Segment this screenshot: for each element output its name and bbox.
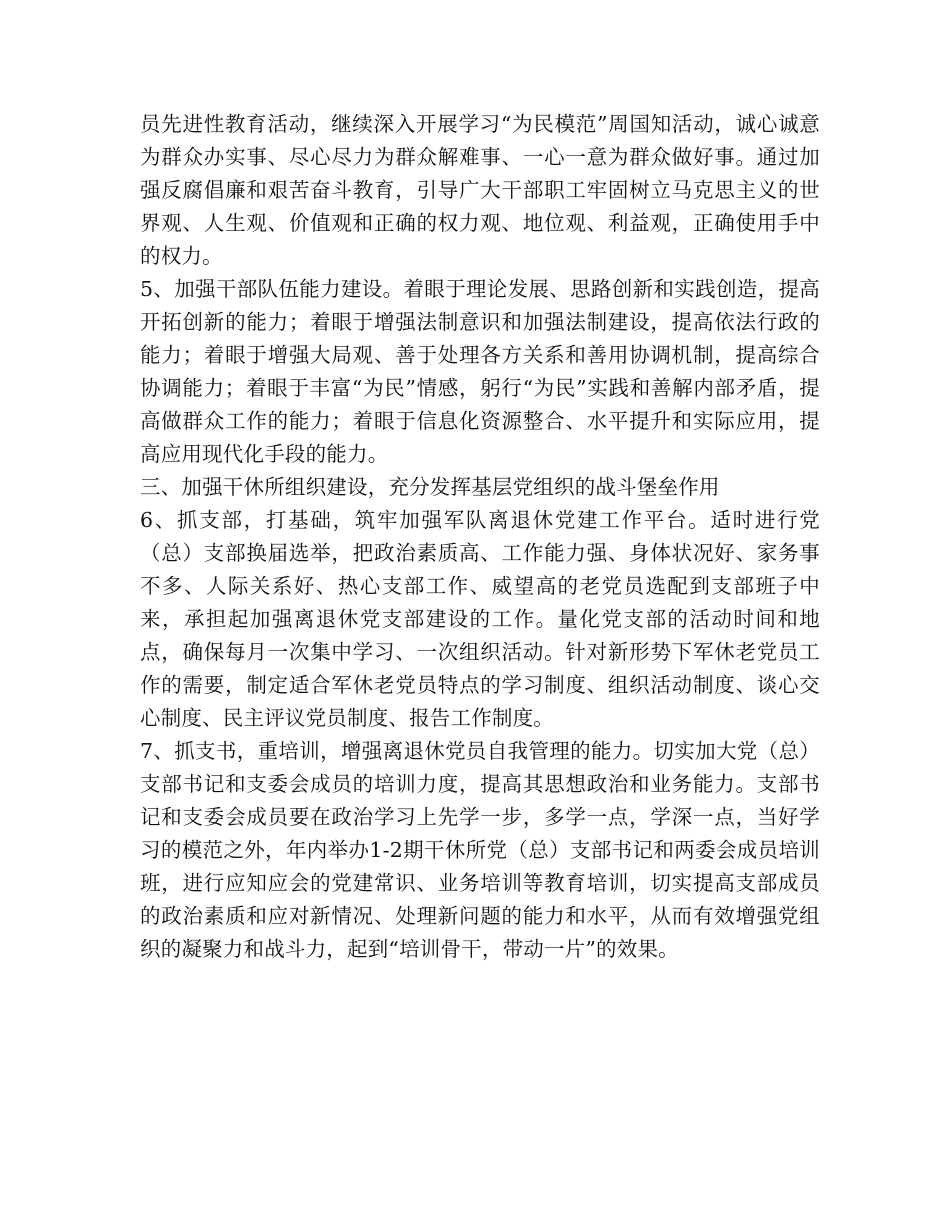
paragraph-item-5: 5、加强干部队伍能力建设。着眼于理论发展、思路创新和实践创造，提高开拓创新的能力；着眼于增强法制意识和加强法制建设，提高依法行政的能力；着眼于增强大局观、善于处理各方关系和善用协调机制，提高综合协调能力；着眼于丰富“为民”情感，躬行“为民”实践和善解内部矛盾，提高做群众工作的能力；着眼于信息化资源整合、水平提升和实际应用，提高应用现代化手段的能力。	[140, 277, 820, 466]
paragraph-item-6: 6、抓支部，打基础，筑牢加强军队离退休党建工作平台。适时进行党（总）支部换届选举，把政治素质高、工作能力强、身体状况好、家务事不多、人际关系好、热心支部工作、威望高的老党员选配到支部班子中来，承担起加强离退休党支部建设的工作。量化党支部的活动时间和地点，确保每月一次集中学习、一次组织活动。针对新形势下军休老党员工作的需要，制定适合军休老党员特点的学习制度、组织活动制度、谈心交心制度、民主评议党员制度、报告工作制度。	[140, 508, 820, 730]
paragraph-education-activity: 员先进性教育活动，继续深入开展学习“为民模范”周国知活动，诚心诚意为群众办实事、尽心尽力为群众解难事、一心一意为群众做好事。通过加强反腐倡廉和艰苦奋斗教育，引导广大干部职工牢固树立马克思主义的世界观、人生观、价值观和正确的权力观、地位观、利益观，正确使用手中的权力。	[140, 112, 820, 268]
paragraph-item-7: 7、抓支书，重培训，增强离退休党员自我管理的能力。切实加大党（总）支部书记和支委会成员的培训力度，提高其思想政治和业务能力。支部书记和支委会成员要在政治学习上先学一步，多学一点，学深一点，当好学习的模范之外，年内举办1-2期干休所党（总）支部书记和两委会成员培训班，进行应知应会的党建常识、业务培训等教育培训，切实提高支部成员的政治素质和应对新情况、处理新问题的能力和水平，从而有效增强党组织的凝聚力和战斗力，起到“培训骨干，带动一片”的效果。	[140, 739, 820, 961]
section-heading-3: 三、加强干休所组织建设，充分发挥基层党组织的战斗堡垒作用	[140, 475, 720, 499]
document-page	[140, 108, 820, 966]
